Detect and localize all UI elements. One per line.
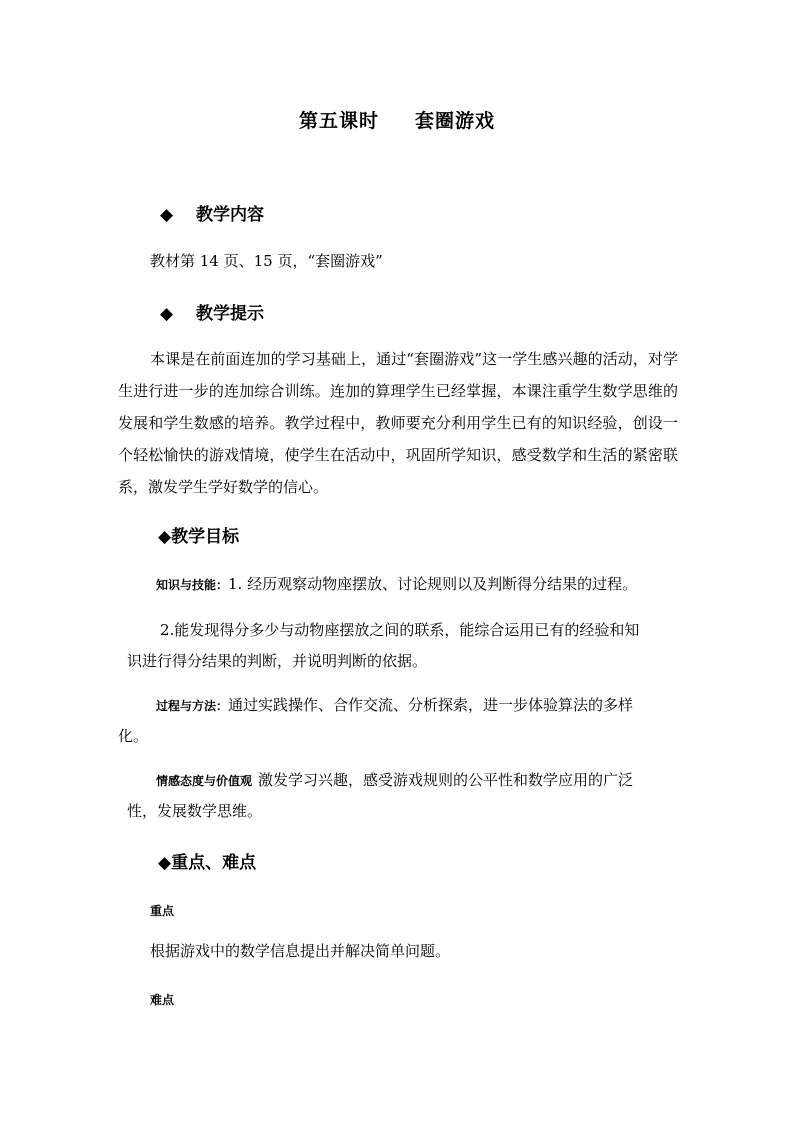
knowledge-skills-item-2-line2: 识进行得分结果的判断，并说明判断的依据。 bbox=[127, 652, 428, 670]
difficult-point-label: 难点 bbox=[150, 993, 175, 1007]
lesson-number: 第五课时 bbox=[298, 110, 379, 132]
teaching-content-text: 教材第 14 页、15 页，“套圈游戏” bbox=[150, 252, 383, 270]
page-title bbox=[0, 106, 794, 133]
emotion-values-line2: 性，发展数学思维。 bbox=[127, 802, 263, 820]
heading-text: 教学提示 bbox=[196, 304, 264, 324]
knowledge-skills-line bbox=[156, 573, 637, 594]
diamond-bullet-icon: ◆ bbox=[160, 205, 174, 225]
process-methods-text: 通过实践操作、合作交流、分析探索，进一步体验算法的多样 bbox=[228, 696, 634, 714]
heading-teaching-content bbox=[160, 200, 264, 225]
key-point-label: 重点 bbox=[150, 904, 175, 918]
process-methods-line bbox=[156, 694, 633, 715]
knowledge-skills-item-1: 1. 经历观察动物座摆放、讨论规则以及判断得分结果的过程。 bbox=[228, 575, 638, 593]
teaching-tips-paragraph: 本课是在前面连加的学习基础上，通过“套圈游戏”这一学生感兴趣的活动，对学生进行进一步的连加综合训练。连加的算理学生已经掌握，本课注重学生数学思维的发展和学生数感的培养。教学过程中，教师要充分利用学生已有的知识经验，创设一个轻松愉快的游戏情境，使学生在活动中，巩固所学知识，感受数学和生活的紧密联系，激发学生学好数学的信心。 bbox=[118, 350, 678, 496]
heading-key-difficult: ◆重点、难点 bbox=[158, 853, 257, 873]
heading-teaching-tips bbox=[160, 299, 264, 324]
diamond-bullet-icon: ◆ bbox=[160, 304, 174, 324]
heading-teaching-goals: ◆教学目标 bbox=[158, 527, 240, 547]
knowledge-skills-label: 知识与技能： bbox=[156, 578, 229, 592]
emotion-values-line bbox=[156, 769, 633, 790]
key-point-text: 根据游戏中的数学信息提出并解决简单问题。 bbox=[150, 942, 451, 960]
emotion-values-label: 情感态度与价值观 bbox=[156, 774, 253, 788]
process-methods-line2: 化。 bbox=[118, 727, 149, 745]
emotion-values-text: 激发学习兴趣，感受游戏规则的公平性和数学应用的广泛 bbox=[258, 771, 634, 789]
heading-text: 教学内容 bbox=[196, 205, 264, 225]
process-methods-label: 过程与方法： bbox=[156, 699, 229, 713]
lesson-name: 套圈游戏 bbox=[415, 110, 496, 132]
knowledge-skills-item-2-line1: 2.能发现得分多少与动物座摆放之间的联系，能综合运用已有的经验和知 bbox=[160, 621, 640, 639]
